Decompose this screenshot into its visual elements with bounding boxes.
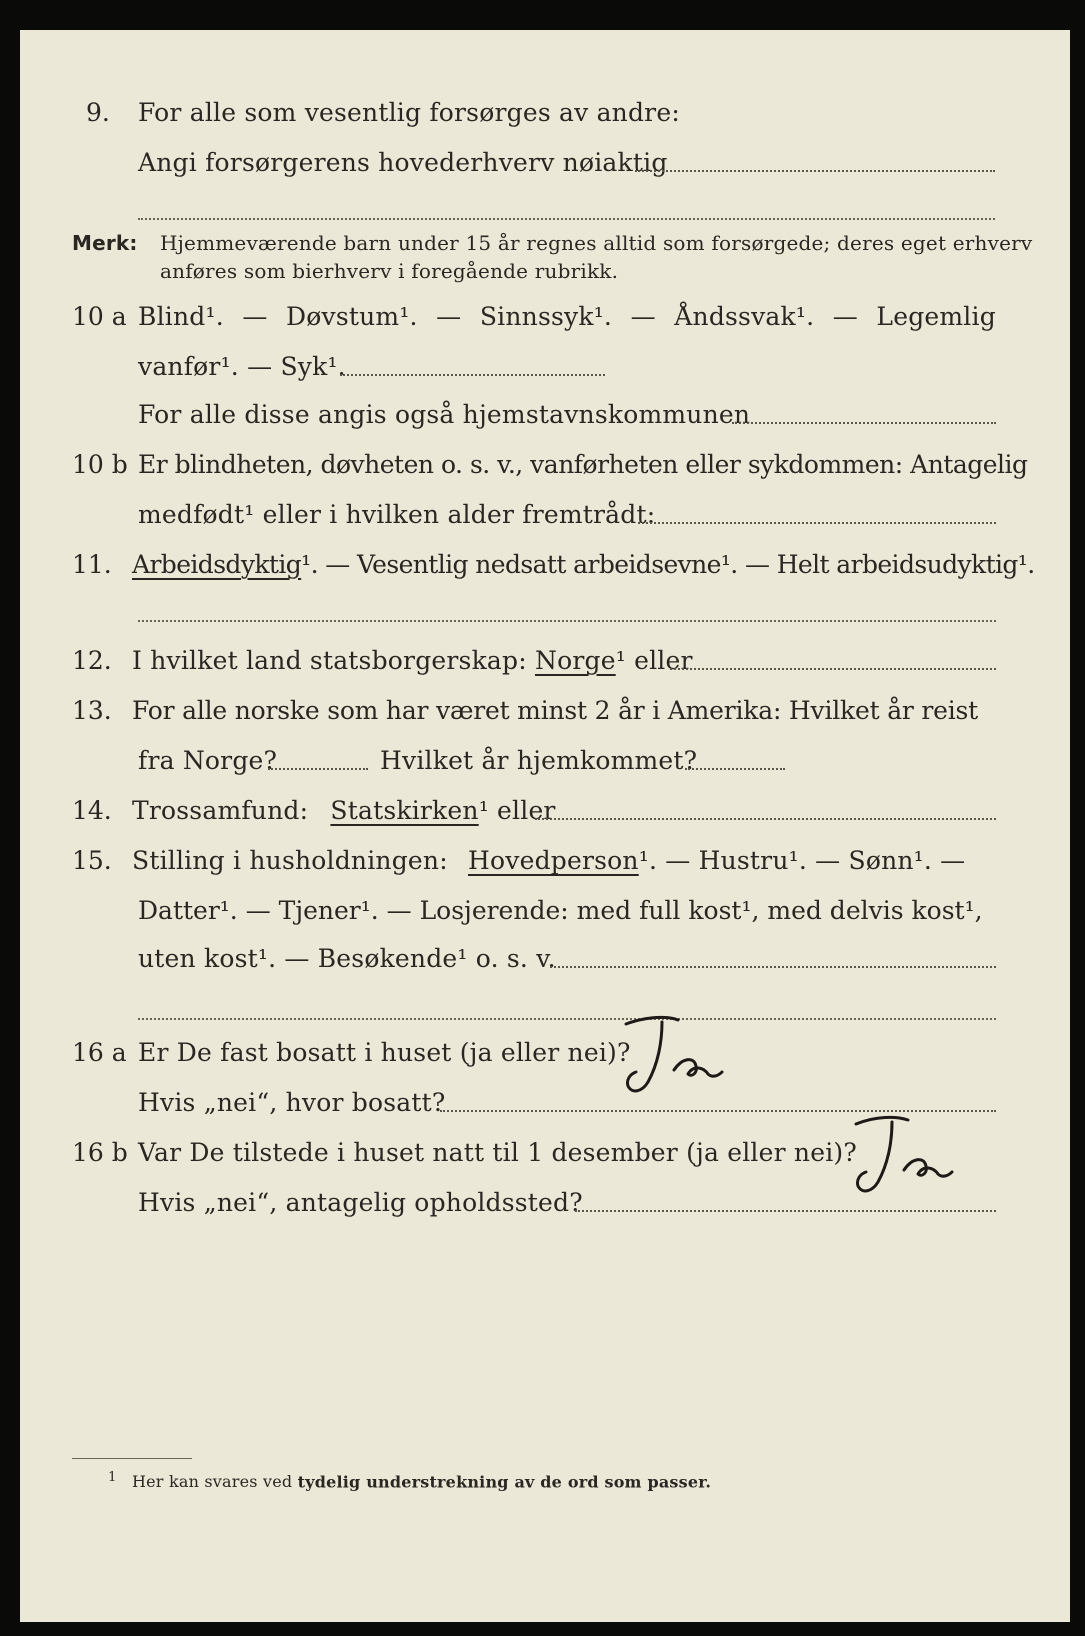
q10b-answer-line [638, 522, 996, 524]
q9-line1: For alle som vesentlig forsørges av andre: [138, 98, 680, 127]
merk-line2: anføres som bierhverv i foregående rubrikk. [160, 259, 619, 283]
q10a-dash: — [436, 302, 462, 331]
q10a-dash: — [832, 302, 858, 331]
q15-pre: Stilling i husholdningen: [132, 846, 448, 875]
q15-line3: uten kost¹. — Besøkende¹ o. s. v. [138, 944, 556, 973]
q14-number: 14. [72, 796, 112, 825]
q13-number: 13. [72, 696, 112, 725]
q16a-number: 16 a [72, 1038, 127, 1067]
q9-answer-line-2 [138, 218, 995, 220]
q13-line1: For alle norske som har været minst 2 år i Amerika: Hvilket år reist [132, 696, 979, 725]
q10a-line2: vanfør¹. — Syk¹. [138, 352, 346, 381]
q16a-line1: Er De fast bosatt i huset (ja eller nei)? [138, 1038, 631, 1067]
q10a-line3: For alle disse angis også hjemstavnskommunen [138, 400, 751, 429]
q9-line2: Angi forsørgerens hovederhverv nøiaktig [138, 148, 668, 177]
footnote-mark: 1 [108, 1470, 117, 1485]
q12-number: 12. [72, 646, 112, 675]
q11-answer-line [138, 620, 996, 622]
footnote [108, 1468, 711, 1492]
q14-pre: Trossamfund: [132, 796, 309, 825]
q16a-handwritten-answer [618, 1012, 728, 1102]
q16b-line2: Hvis „nei“, antagelig opholdssted? [138, 1188, 583, 1217]
q15-answer-line-2 [138, 1018, 996, 1020]
footnote-text-plain: Her kan svares ved [131, 1472, 293, 1492]
q10b-line1: Er blindheten, døvheten o. s. v., vanførheten eller sykdommen: Antagelig [138, 450, 1028, 479]
q14-line [132, 796, 556, 826]
q12-post: ¹ eller [615, 646, 693, 675]
q15-answer-hovedperson: Hovedperson [468, 846, 639, 875]
q10a-dash: — [242, 302, 268, 331]
q16b-number: 16 b [72, 1138, 128, 1167]
q15-line2: Datter¹. — Tjener¹. — Losjerende: med full kost¹, med delvis kost¹, [138, 896, 983, 925]
q14-post: ¹ eller [478, 796, 556, 825]
q10a-answer-line-2 [732, 422, 996, 424]
q10a-dash: — [630, 302, 656, 331]
q13-year-left-line [268, 768, 368, 770]
footnote-text-bold: tydelig understrekning av de ord som passer. [297, 1472, 712, 1492]
q9-number: 9. [86, 98, 110, 127]
q16b-line1: Var De tilstede i huset natt til 1 desember (ja eller nei)? [138, 1138, 857, 1167]
q11-line [132, 550, 1035, 580]
q9-answer-line [635, 170, 995, 172]
q14-answer-statskirken: Statskirken [330, 796, 479, 825]
q10a-answer-line [340, 374, 605, 376]
q10a-line1 [138, 302, 996, 332]
census-form-page [20, 30, 1070, 1622]
q15-answer-line [550, 966, 996, 968]
q12-line [132, 646, 693, 676]
q10a-dovstum: Døvstum¹. [286, 302, 418, 331]
footnote-separator [72, 1458, 192, 1459]
q10a-legemlig: Legemlig [876, 302, 996, 331]
q14-answer-line [535, 818, 996, 820]
q10a-number: 10 a [72, 302, 127, 331]
q13-year-returned-line [685, 768, 785, 770]
q16a-line2: Hvis „nei“, hvor bosatt? [138, 1088, 446, 1117]
q15-number: 15. [72, 846, 112, 875]
q11-number: 11. [72, 550, 112, 579]
q12-answer-line [670, 668, 996, 670]
merk-line1: Hjemmeværende barn under 15 år regnes alltid som forsørgede; deres eget erhverv [160, 231, 1033, 255]
q13-line2a: fra Norge? [138, 746, 278, 775]
q10a-blind: Blind¹. [138, 302, 224, 331]
q10b-line2: medfødt¹ eller i hvilken alder fremtrådt: [138, 500, 656, 529]
q15-post: ¹. — Hustru¹. — Sønn¹. — [638, 846, 966, 875]
q11-answer-arbeidsdyktig: Arbeidsdyktig [132, 550, 302, 579]
merk-label: Merk: [72, 231, 138, 255]
q10a-andssvak: Åndssvak¹. [674, 302, 815, 331]
q13-line2b: Hvilket år hjemkommet? [380, 746, 698, 775]
q12-pre: I hvilket land statsborgerskap: [132, 646, 527, 675]
q11-rest: ¹. — Vesentlig nedsatt arbeidsevne¹. — Helt arbeidsudyktig¹. [301, 550, 1035, 579]
q15-line1 [132, 846, 965, 876]
q12-answer-norge: Norge [535, 646, 616, 675]
q16b-answer-line [575, 1210, 996, 1212]
q10a-sinnssyk: Sinnssyk¹. [479, 302, 613, 331]
q10b-number: 10 b [72, 450, 128, 479]
q16b-handwritten-answer [846, 1110, 956, 1200]
